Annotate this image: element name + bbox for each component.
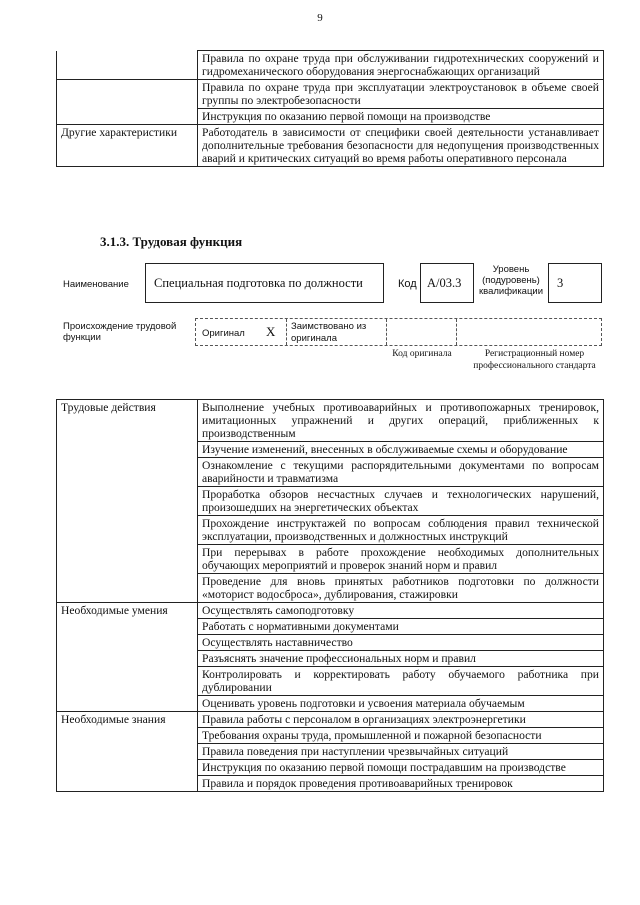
group-item: Правила поведения при наступлении чрезвычайных ситуаций bbox=[198, 744, 604, 760]
code-box bbox=[420, 263, 474, 303]
group-item: Осуществлять самоподготовку bbox=[198, 603, 604, 619]
table-row bbox=[57, 603, 604, 619]
group-item: Осуществлять наставничество bbox=[198, 635, 604, 651]
table-row bbox=[57, 712, 604, 728]
group-item: Правила и порядок проведения противоаварийных тренировок bbox=[198, 776, 604, 792]
group-item: Контролировать и корректировать работу обучаемого работника при дублировании bbox=[198, 667, 604, 696]
divider bbox=[456, 319, 457, 345]
function-name: Специальная подготовка по должности bbox=[154, 276, 363, 290]
level-value: 3 bbox=[557, 276, 564, 290]
section-title: 3.1.3. Трудовая функция bbox=[100, 234, 243, 249]
code-value: А/03.3 bbox=[427, 276, 462, 290]
name-label: Наименование bbox=[63, 279, 129, 290]
group-title: Необходимые знания bbox=[57, 712, 198, 792]
group-item: Прохождение инструктажей по вопросам соблюдения правил технической эксплуатации, производственных и должностных инструкций bbox=[198, 516, 604, 545]
group-item: Проработка обзоров несчастных случаев и технологических нарушений, произошедших на энергетических объектах bbox=[198, 487, 604, 516]
code-caption: Код оригинала bbox=[392, 349, 452, 359]
group-item: Требования охраны труда, промышленной и пожарной безопасности bbox=[198, 728, 604, 744]
divider bbox=[386, 319, 387, 345]
group-item: Выполнение учебных противоаварийных и противопожарных тренировок, имитационных упражнений и других операций, приближенных к производственным bbox=[198, 400, 604, 442]
group-item: При перерывах в работе прохождение необходимых дополнительных обучающих мероприятий и проверок знаний норм и правил bbox=[198, 545, 604, 574]
group-item: Правила работы с персоналом в организациях электроэнергетики bbox=[198, 712, 604, 728]
group-item: Работать с нормативными документами bbox=[198, 619, 604, 635]
group-title: Необходимые умения bbox=[57, 603, 198, 712]
original-label: Оригинал bbox=[202, 328, 245, 339]
divider bbox=[286, 319, 287, 345]
code-label: Код bbox=[398, 278, 417, 290]
level-box bbox=[548, 263, 602, 303]
group-item: Проведение для вновь принятых работников подготовки по должности «моторист водосброса», дублирования, стажировки bbox=[198, 574, 604, 603]
row-text: Работодатель в зависимости от специфики своей деятельности устанавливает дополнительные требования безопасности для недопущения производственных аварий и критических ситуаций во время работы оперативного персонала bbox=[198, 125, 604, 167]
row-text: Правила по охране труда при эксплуатации электроустановок в объеме своей группы по электробезопасности bbox=[198, 80, 604, 109]
row-text: Правила по охране труда при обслуживании гидротехнических сооружений и гидромеханического оборудования энергоснабжающих организаций bbox=[198, 51, 604, 80]
function-details-table bbox=[56, 399, 604, 792]
table-row bbox=[57, 400, 604, 442]
table-row bbox=[57, 51, 604, 80]
table-row bbox=[57, 80, 604, 109]
page-number: 9 bbox=[317, 12, 323, 24]
borrowed-label: Заимствовано из оригинала bbox=[291, 321, 367, 344]
row-label bbox=[57, 109, 198, 125]
table-row bbox=[57, 125, 604, 167]
original-mark: X bbox=[266, 324, 276, 339]
row-label bbox=[57, 51, 198, 80]
function-name-box bbox=[145, 263, 384, 303]
reg-caption: Регистрационный номер профессионального стандарта bbox=[473, 349, 596, 371]
group-item: Оценивать уровень подготовки и усвоения материала обучаемым bbox=[198, 696, 604, 712]
level-label: Уровень (подуровень) квалификации bbox=[478, 264, 544, 297]
group-item: Изучение изменений, внесенных в обслуживаемые схемы и оборудование bbox=[198, 442, 604, 458]
group-title: Трудовые действия bbox=[57, 400, 198, 603]
group-item: Разъяснять значение профессиональных норм и правил bbox=[198, 651, 604, 667]
group-item: Инструкция по оказанию первой помощи пострадавшим на производстве bbox=[198, 760, 604, 776]
table-row bbox=[57, 109, 604, 125]
row-label bbox=[57, 80, 198, 109]
top-characteristics-table bbox=[56, 50, 604, 167]
row-text: Инструкция по оказанию первой помощи на производстве bbox=[198, 109, 604, 125]
group-item: Ознакомление с текущими распорядительными документами по вопросам аварийности и травматизма bbox=[198, 458, 604, 487]
origin-box bbox=[195, 318, 602, 346]
origin-label: Происхождение трудовой функции bbox=[63, 321, 177, 343]
row-label: Другие характеристики bbox=[57, 125, 198, 167]
